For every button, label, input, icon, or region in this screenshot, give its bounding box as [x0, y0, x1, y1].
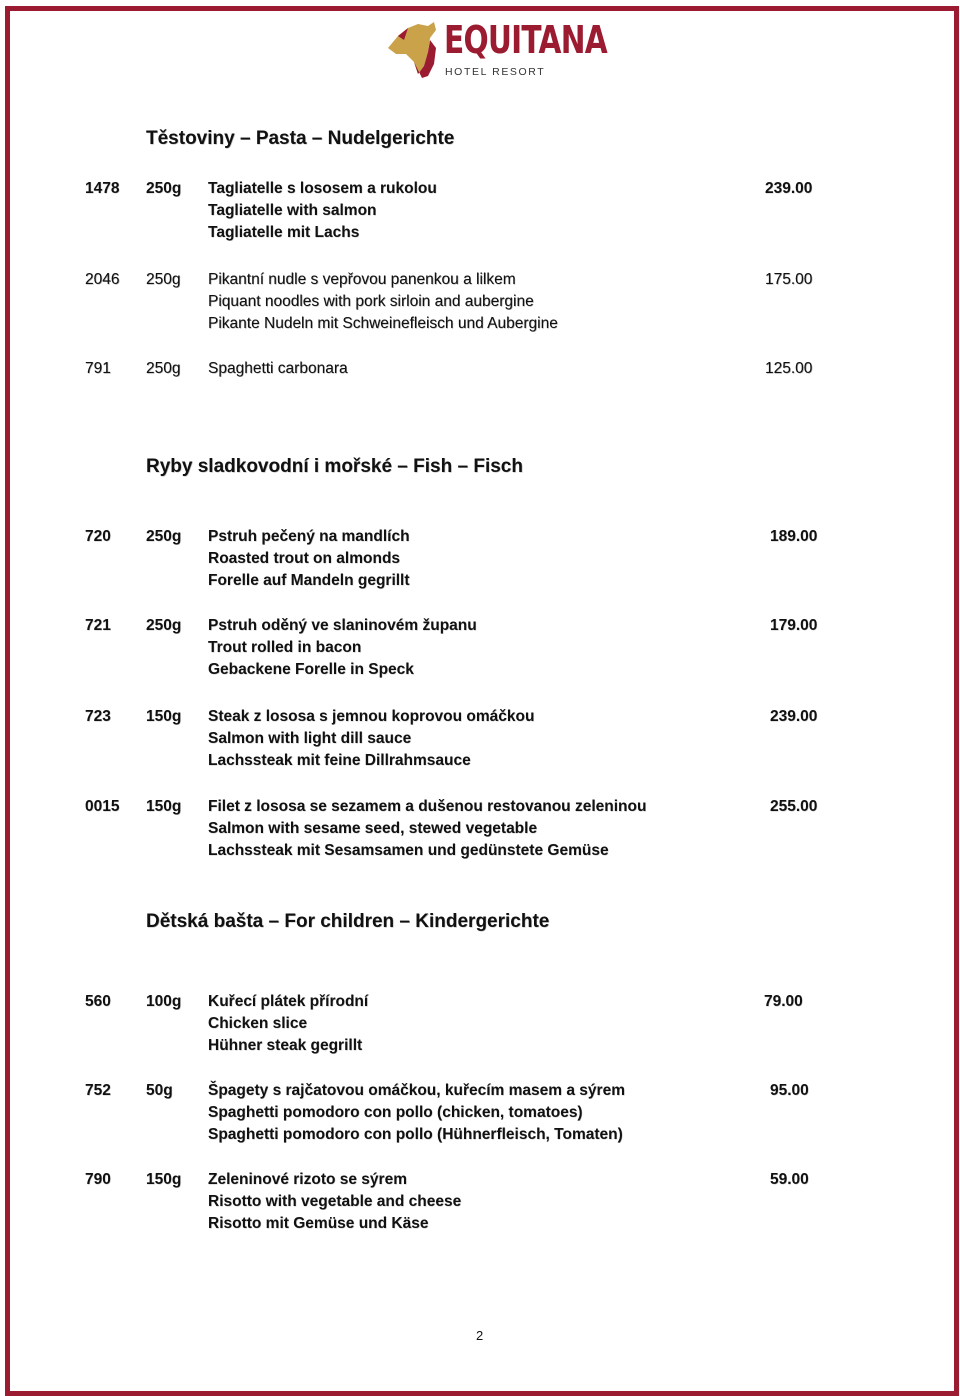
item-name-cz: Pikantní nudle s vepřovou panenkou a lilkem — [208, 271, 516, 288]
item-price: 125.00 — [765, 360, 813, 377]
item-price: 175.00 — [765, 271, 813, 288]
item-number: 0015 — [85, 798, 120, 815]
item-name-cz: Steak z lososa s jemnou koprovou omáčkou — [208, 708, 535, 725]
item-weight: 150g — [146, 1171, 182, 1188]
menu-item — [0, 615, 960, 685]
item-price: 239.00 — [770, 708, 818, 725]
item-name-en: Trout rolled in bacon — [208, 639, 362, 656]
item-price: 79.00 — [764, 993, 803, 1010]
item-name-en: Tagliatelle with salmon — [208, 202, 377, 219]
horse-head-icon — [384, 18, 444, 80]
item-weight: 250g — [146, 271, 181, 288]
item-name-cz: Filet z lososa se sezamem a dušenou restovanou zeleninou — [208, 798, 647, 815]
item-name-cz: Pstruh pečený na mandlích — [208, 528, 410, 545]
item-price: 239.00 — [765, 180, 813, 197]
section-title-fish: Ryby sladkovodní i mořské – Fish – Fisch — [146, 456, 523, 477]
item-number: 721 — [85, 617, 111, 634]
item-weight: 250g — [146, 617, 182, 634]
item-number: 752 — [85, 1082, 111, 1099]
item-name-de: Tagliatelle mit Lachs — [208, 224, 360, 241]
item-name-de: Gebackene Forelle in Speck — [208, 661, 414, 678]
item-weight: 150g — [146, 798, 182, 815]
item-name-de: Forelle auf Mandeln gegrillt — [208, 572, 410, 589]
menu-item — [0, 269, 960, 339]
item-price: 95.00 — [770, 1082, 809, 1099]
item-name-de: Lachssteak mit feine Dillrahmsauce — [208, 752, 471, 769]
brand-name: EQUITANA — [444, 18, 607, 62]
item-price: 189.00 — [770, 528, 818, 545]
item-weight: 250g — [146, 360, 181, 377]
item-weight: 150g — [146, 708, 182, 725]
section-title-pasta: Těstoviny – Pasta – Nudelgerichte — [146, 128, 455, 149]
menu-item — [0, 991, 960, 1061]
item-number: 790 — [85, 1171, 111, 1188]
menu-item — [0, 1169, 960, 1239]
item-weight: 250g — [146, 180, 182, 197]
item-name-cz: Tagliatelle s lososem a rukolou — [208, 180, 437, 197]
section-title-children: Dětská bašta – For children – Kindergerichte — [146, 911, 550, 932]
item-price: 59.00 — [770, 1171, 809, 1188]
item-name-en: Salmon with sesame seed, stewed vegetable — [208, 820, 538, 837]
item-name-en: Piquant noodles with pork sirloin and aubergine — [208, 293, 534, 310]
menu-item — [0, 178, 960, 248]
item-number: 791 — [85, 360, 111, 377]
item-name-de: Risotto mit Gemüse und Käse — [208, 1215, 429, 1232]
item-weight: 250g — [146, 528, 182, 545]
item-weight: 100g — [146, 993, 182, 1010]
item-name-en: Risotto with vegetable and cheese — [208, 1193, 462, 1210]
item-name-en: Roasted trout on almonds — [208, 550, 401, 567]
item-number: 720 — [85, 528, 111, 545]
item-name-cz: Pstruh oděný ve slaninovém županu — [208, 617, 477, 634]
item-name-cz: Špagety s rajčatovou omáčkou, kuřecím masem a sýrem — [208, 1082, 625, 1099]
item-name-de: Pikante Nudeln mit Schweinefleisch und Aubergine — [208, 315, 558, 332]
item-name-cz: Kuřecí plátek přírodní — [208, 993, 369, 1010]
item-name-de: Lachssteak mit Sesamsamen und gedünstete Gemüse — [208, 842, 609, 859]
item-price: 255.00 — [770, 798, 818, 815]
item-number: 560 — [85, 993, 111, 1010]
item-name-en: Chicken slice — [208, 1015, 308, 1032]
item-number: 1478 — [85, 180, 120, 197]
item-number: 2046 — [85, 271, 120, 288]
menu-item — [0, 706, 960, 776]
item-name-en: Salmon with light dill sauce — [208, 730, 412, 747]
item-name-cz: Zeleninové rizoto se sýrem — [208, 1171, 407, 1188]
menu-item — [0, 526, 960, 596]
menu-item — [0, 358, 960, 428]
item-weight: 50g — [146, 1082, 173, 1099]
item-name-en: Spaghetti pomodoro con pollo (chicken, tomatoes) — [208, 1104, 583, 1121]
item-price: 179.00 — [770, 617, 818, 634]
item-number: 723 — [85, 708, 111, 725]
item-name-cz: Spaghetti carbonara — [208, 360, 348, 377]
brand-subtitle: HOTEL RESORT — [445, 66, 546, 78]
item-name-de: Hühner steak gegrillt — [208, 1037, 363, 1054]
page-number: 2 — [476, 1328, 484, 1343]
equitana-logo — [384, 18, 607, 80]
menu-item — [0, 796, 960, 866]
menu-item — [0, 1080, 960, 1150]
item-name-de: Spaghetti pomodoro con pollo (Hühnerfleisch, Tomaten) — [208, 1126, 623, 1143]
